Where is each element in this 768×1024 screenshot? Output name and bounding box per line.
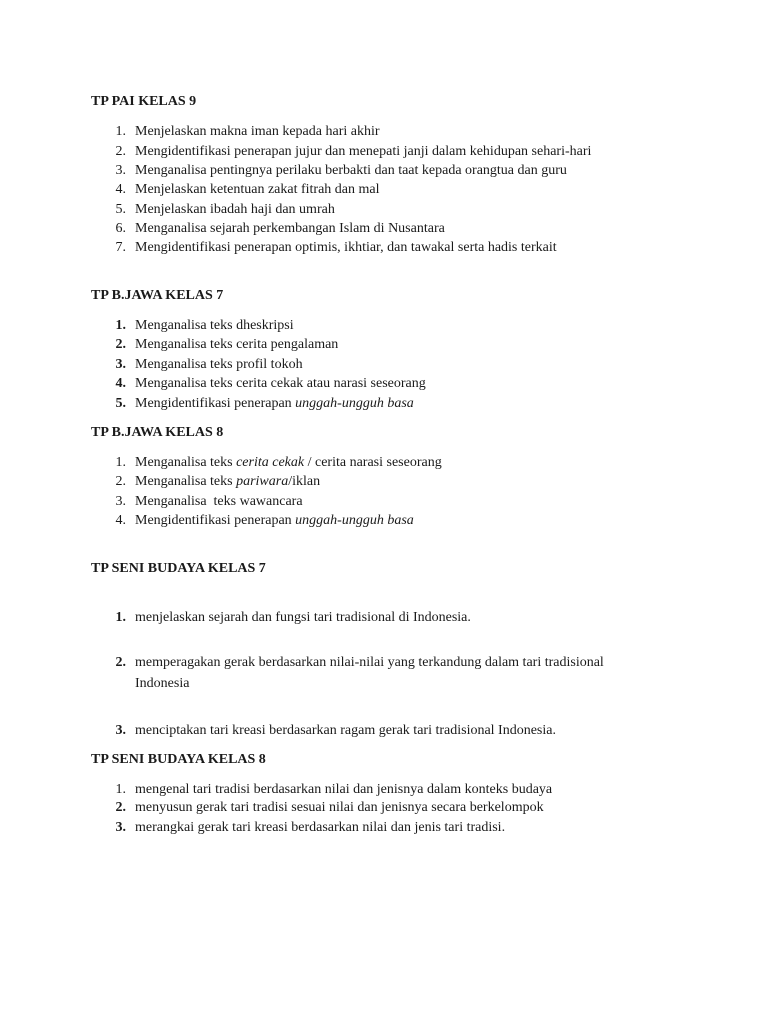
list-text: Menganalisa teks wawancara	[135, 494, 303, 509]
list-text-italic: cerita cekak	[236, 455, 305, 470]
list-text: Menganalisa teks cerita cekak atau narasi seseorang	[135, 376, 426, 391]
list-text: Menganalisa pentingnya perilaku berbakti dan taat kepada orangtua dan guru	[135, 163, 567, 178]
section-title-bjawa-7: TP B.JAWA KELAS 7	[91, 288, 224, 303]
list-number: 2.	[115, 655, 126, 670]
list-number: 2.	[115, 474, 126, 489]
section-title-seni-budaya-8: TP SENI BUDAYA KELAS 8	[91, 752, 266, 767]
list-item	[0, 239, 768, 256]
list-text: Menganalisa teks profil tokoh	[135, 357, 303, 372]
list-text-part: Menganalisa teks	[135, 474, 237, 489]
list-text: menyusun gerak tari tradisi sesuai nilai dan jenisnya secara berkelompok	[135, 800, 544, 815]
list-text: Menjelaskan ibadah haji dan umrah	[135, 202, 335, 217]
list-number: 2.	[115, 337, 126, 352]
list-item	[0, 356, 768, 373]
list-text	[135, 395, 414, 412]
list-text-part: Mengidentifikasi penerapan	[135, 396, 296, 411]
list-number: 2.	[115, 800, 126, 815]
list-text-part: Menganalisa teks	[135, 455, 237, 470]
list-number: 1.	[115, 455, 126, 470]
list-text-italic: unggah-ungguh basa	[295, 396, 414, 411]
list-item	[0, 162, 768, 179]
list-item	[0, 375, 768, 392]
list-item	[0, 201, 768, 218]
list-text	[135, 454, 442, 471]
list-number: 2.	[115, 144, 126, 159]
list-text: menciptakan tari kreasi berdasarkan ragam gerak tari tradisional Indonesia.	[135, 723, 556, 738]
list-text: Mengidentifikasi penerapan jujur dan menepati janji dalam kehidupan sehari-hari	[135, 144, 592, 159]
list-item	[0, 181, 768, 198]
list-item	[0, 722, 768, 739]
section-title-bjawa-8: TP B.JAWA KELAS 8	[91, 425, 224, 440]
list-text: Menganalisa teks cerita pengalaman	[135, 337, 339, 352]
list-text	[135, 512, 414, 529]
list-item	[0, 781, 768, 798]
list-item	[0, 143, 768, 160]
list-text: Menjelaskan ketentuan zakat fitrah dan mal	[135, 182, 380, 197]
list-number: 1.	[115, 124, 126, 139]
list-item	[0, 395, 768, 412]
list-item	[0, 493, 768, 510]
list-item	[0, 454, 768, 471]
section-title-seni-budaya-7: TP SENI BUDAYA KELAS 7	[91, 561, 266, 576]
list-text-part: /iklan	[288, 474, 321, 489]
list-item	[0, 799, 768, 816]
list-number: 3.	[115, 723, 126, 738]
list-text-part: / cerita narasi seseorang	[304, 455, 442, 470]
list-number: 4.	[115, 182, 126, 197]
list-text: memperagakan gerak berdasarkan nilai-nilai yang terkandung dalam tari tradisional Indonesia	[135, 655, 604, 691]
list-item	[0, 609, 768, 626]
list-text: menjelaskan sejarah dan fungsi tari tradisional di Indonesia.	[135, 610, 471, 625]
list-item	[0, 336, 768, 353]
list-item	[0, 220, 768, 237]
list-text: Menganalisa sejarah perkembangan Islam di Nusantara	[135, 221, 445, 236]
list-item	[0, 512, 768, 529]
list-number: 5.	[115, 396, 126, 411]
list-number: 6.	[115, 221, 126, 236]
list-text-part: Mengidentifikasi penerapan	[135, 513, 296, 528]
list-number: 3.	[115, 820, 126, 835]
list-text: Menjelaskan makna iman kepada hari akhir	[135, 124, 380, 139]
list-number: 7.	[115, 240, 126, 255]
list-number: 4.	[115, 513, 126, 528]
list-text-italic: unggah-ungguh basa	[295, 513, 414, 528]
list-number: 5.	[115, 202, 126, 217]
list-text: mengenal tari tradisi berdasarkan nilai dan jenisnya dalam konteks budaya	[135, 782, 553, 797]
list-text: Menganalisa teks dheskripsi	[135, 318, 294, 333]
list-number: 3.	[115, 357, 126, 372]
list-item	[0, 123, 768, 140]
list-number: 3.	[115, 494, 126, 509]
list-text-italic: pariwara	[236, 474, 289, 489]
section-title-pai-9: TP PAI KELAS 9	[91, 94, 197, 109]
list-text	[135, 473, 320, 490]
list-number: 1.	[115, 318, 126, 333]
list-number: 1.	[115, 782, 126, 797]
list-number: 1.	[115, 610, 126, 625]
list-item	[0, 819, 768, 836]
list-number: 3.	[115, 163, 126, 178]
list-item	[0, 317, 768, 334]
list-item	[0, 473, 768, 490]
list-text: Mengidentifikasi penerapan optimis, ikhtiar, dan tawakal serta hadis terkait	[135, 240, 557, 255]
list-text: merangkai gerak tari kreasi berdasarkan nilai dan jenis tari tradisi.	[135, 820, 506, 835]
list-number: 4.	[115, 376, 126, 391]
